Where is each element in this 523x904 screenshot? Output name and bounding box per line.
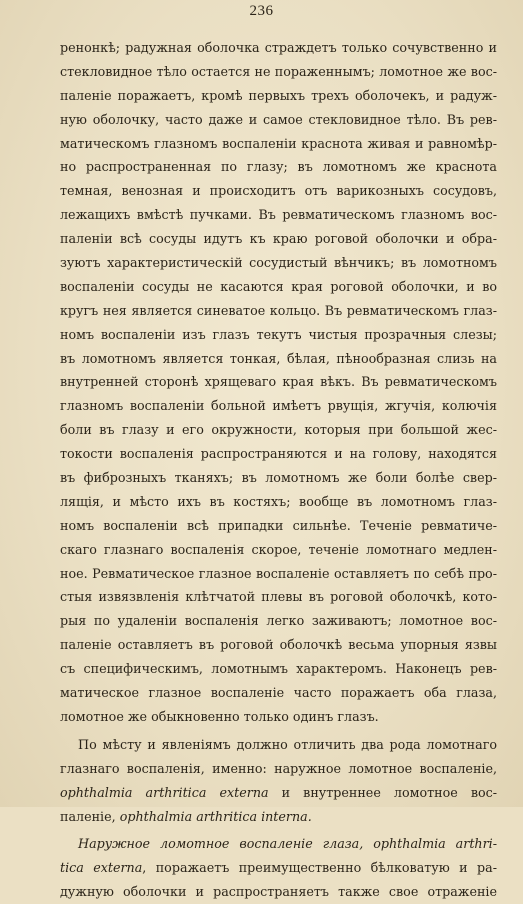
text-fragment: паленіе, bbox=[60, 808, 120, 824]
page-number: 236 bbox=[249, 3, 274, 19]
latin-term: tica externa bbox=[60, 860, 143, 876]
paragraph-1 bbox=[60, 36, 497, 729]
text-line: стыя извязвленія клѣтчатой плевы въ роговой оболочкѣ, кото- bbox=[60, 589, 497, 605]
text-line: номъ воспаленіи изъ глазъ текутъ чистыя прозрачныя слезы; bbox=[60, 326, 497, 342]
text-line: въ ломотномъ является тонкая, бѣлая, пѣнообразная слизь на bbox=[60, 350, 497, 366]
latin-term: ophthalmia arthritica externa bbox=[60, 784, 269, 800]
text-line: рыя по удаленіи воспаленія легко заживаютъ; ломотное вос- bbox=[60, 613, 497, 629]
text-line: скаго глазнаго воспаленія скорое, теченіе ломотнаго медлен- bbox=[60, 541, 497, 557]
text-line: По мѣсту и явленіямъ должно отличить два рода ломотнаго bbox=[78, 736, 497, 752]
text-line: ренонкѣ; радужная оболочка страждетъ только сочувственно и bbox=[60, 40, 497, 55]
text-line: токости воспаленія распространяются и на голову, находятся bbox=[60, 446, 497, 462]
text-line: матическое глазное воспаленіе часто поражаетъ оба глаза, bbox=[60, 685, 497, 701]
text-line: зуютъ характеристическій сосудистый вѣнчикъ; въ ломотномъ bbox=[60, 255, 497, 271]
text-fragment: и внутреннее ломотное вос- bbox=[268, 784, 497, 800]
text-line: лящія, и мѣсто ихъ въ костяхъ; вообще въ ломотномъ глаз- bbox=[60, 493, 497, 509]
latin-term: ophthalmia arthritica interna. bbox=[119, 808, 312, 824]
text-line: паленіе оставляетъ въ роговой оболочкѣ весьма упорныя язвы bbox=[60, 637, 497, 653]
text-line-mixed bbox=[60, 856, 497, 880]
text-line: темная, венозная и происходитъ отъ варикозныхъ сосудовъ, bbox=[60, 183, 497, 199]
paragraph-2 bbox=[60, 733, 497, 829]
text-line: глазномъ воспаленіи больной имѣетъ рвущія, жгучія, колючія bbox=[60, 398, 497, 414]
text-line: паленіи всѣ сосуды идутъ къ краю роговой оболочки и обра- bbox=[60, 231, 497, 247]
text-line: стекловидное тѣло остается не пораженнымъ; ломотное же вос- bbox=[60, 63, 497, 79]
text-line: боли въ глазу и его окружности, которыя при большой жес- bbox=[60, 422, 497, 438]
text-line: лежащихъ вмѣстѣ пучками. Въ ревматическомъ глазномъ вос- bbox=[60, 207, 497, 223]
text-line-mixed bbox=[60, 805, 497, 829]
text-line: ломотное же обыкновенно только одинъ глазъ. bbox=[60, 708, 379, 724]
text-line: съ специфическимъ, ломотнымъ характеромъ. Наконецъ рев- bbox=[60, 661, 497, 677]
text-line: глазнаго воспаленія, именно: наружное ломотное воспаленіе, bbox=[60, 760, 497, 776]
text-line: матическомъ глазномъ воспаленіи краснота живая и равномѣр- bbox=[60, 135, 497, 151]
text-fragment: , поражаетъ преимущественно бѣлковатую и ра- bbox=[142, 860, 497, 876]
text-line: внутренней сторонѣ хрящеваго края вѣкъ. Въ ревматическомъ bbox=[60, 374, 497, 390]
italic-heading: Наружное ломотное воспаленіе глаза, bbox=[78, 836, 374, 852]
page-body-text bbox=[60, 36, 497, 904]
text-line: воспаленіи сосуды не касаются края роговой оболочки, и во bbox=[60, 278, 497, 294]
text-line: номъ воспаленіи всѣ припадки сильнѣе. Теченіе ревматиче- bbox=[60, 517, 497, 533]
paragraph-3 bbox=[60, 832, 497, 904]
text-line-mixed bbox=[60, 832, 497, 856]
text-line: дужную оболочки и распространяетъ также свое отраженіе bbox=[60, 884, 497, 900]
text-line: ное. Ревматическое глазное воспаленіе оставляетъ по себѣ про- bbox=[60, 565, 497, 581]
text-line-mixed bbox=[60, 781, 497, 805]
latin-term: ophthalmia arthri- bbox=[373, 836, 497, 852]
text-line: въ фиброзныхъ тканяхъ; въ ломотномъ же боли болѣе свер- bbox=[60, 470, 497, 486]
text-line: но распространенная по глазу; въ ломотномъ же краснота bbox=[60, 159, 497, 175]
text-line: кругъ нея является синеватое кольцо. Въ ревматическомъ глаз- bbox=[60, 302, 497, 318]
text-line: паленіе поражаетъ, кромѣ первыхъ трехъ оболочекъ, и радуж- bbox=[60, 87, 497, 103]
text-line: ную оболочку, часто даже и самое стекловидное тѣло. Въ рев- bbox=[60, 111, 497, 127]
